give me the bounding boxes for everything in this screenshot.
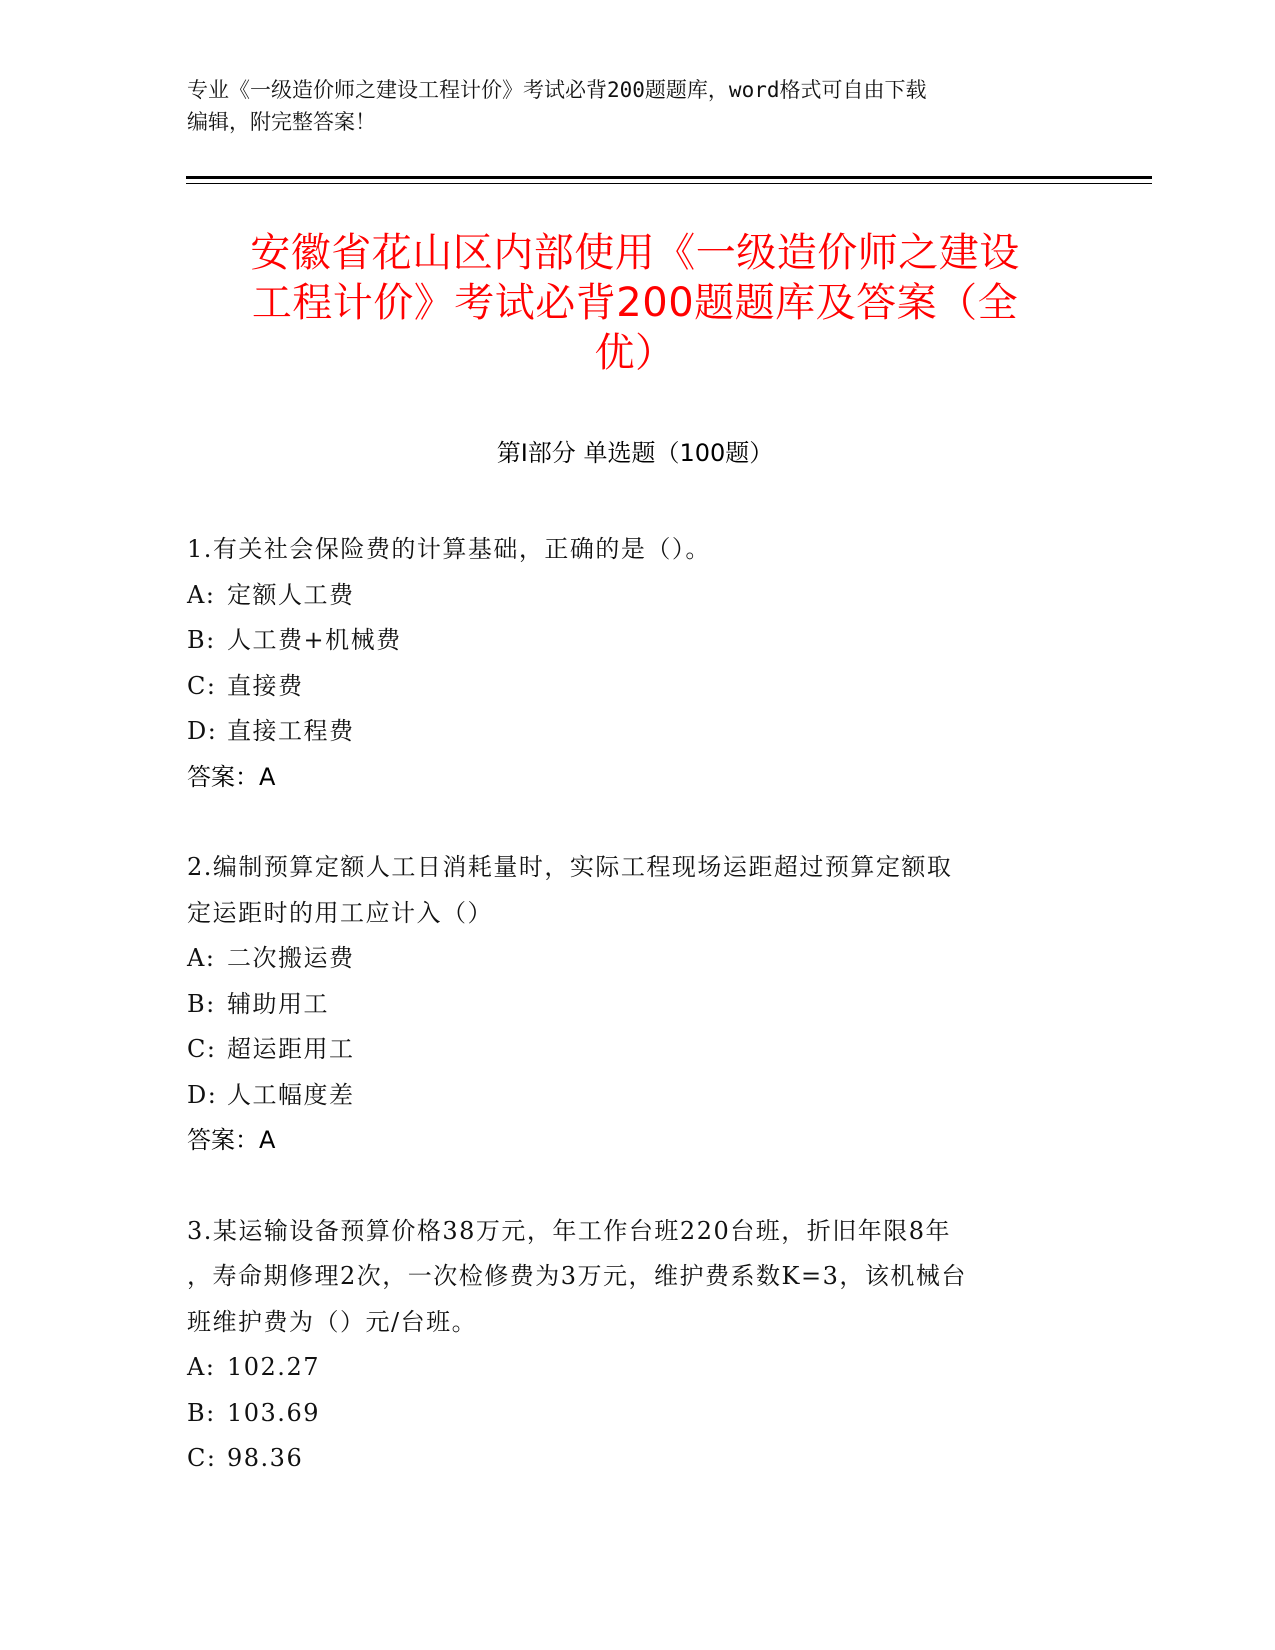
option-text: 二次搬运费 bbox=[227, 944, 355, 972]
header-divider-thin bbox=[186, 183, 1152, 184]
option-letter: B: bbox=[187, 1398, 216, 1427]
question-2 bbox=[187, 845, 1087, 1164]
option-b bbox=[187, 1391, 1087, 1437]
option-c bbox=[187, 1436, 1087, 1482]
header-divider-thick bbox=[186, 176, 1152, 179]
option-letter: A: bbox=[187, 580, 216, 609]
section-heading: 第Ⅰ部分 单选题（100题） bbox=[496, 439, 774, 467]
option-a bbox=[187, 573, 1087, 619]
question-stem-line-3: 班维护费为（）元/台班。 bbox=[187, 1307, 478, 1336]
option-text: 103.69 bbox=[227, 1398, 320, 1427]
option-letter: C: bbox=[187, 1035, 217, 1063]
option-letter: C: bbox=[187, 671, 217, 700]
answer: 答案：A bbox=[187, 762, 276, 791]
option-b bbox=[187, 982, 1087, 1028]
answer: 答案：A bbox=[187, 1126, 276, 1154]
option-letter: C: bbox=[187, 1444, 217, 1472]
question-stem-line-2: 定运距时的用工应计入（） bbox=[187, 898, 493, 927]
option-text: 超运距用工 bbox=[227, 1035, 355, 1063]
option-letter: A: bbox=[187, 1353, 216, 1381]
title-line-2: 工程计价》考试必背200题题库及答案（全 bbox=[251, 280, 1019, 326]
header-note-line-2: 编辑，附完整答案！ bbox=[187, 110, 376, 134]
option-a bbox=[187, 1345, 1087, 1391]
option-letter: A: bbox=[187, 944, 216, 972]
option-d bbox=[187, 1073, 1087, 1119]
option-letter: D: bbox=[187, 717, 218, 745]
question-stem-line-2: ，寿命期修理2次，一次检修费为3万元，维护费系数K=3，该机械台 bbox=[187, 1262, 967, 1290]
option-letter: B: bbox=[187, 989, 216, 1018]
option-text: 直接工程费 bbox=[227, 717, 355, 745]
question-stem-line-1: 2.编制预算定额人工日消耗量时，实际工程现场运距超过预算定额取 bbox=[187, 853, 953, 881]
header-note-line-1: 专业《一级造价师之建设工程计价》考试必背200题题库，word格式可自由下载 bbox=[187, 78, 927, 102]
question-3 bbox=[187, 1209, 1087, 1482]
option-text: 人工幅度差 bbox=[227, 1080, 355, 1109]
option-d bbox=[187, 709, 1087, 755]
option-letter: B: bbox=[187, 626, 216, 654]
option-c bbox=[187, 1027, 1087, 1073]
option-a bbox=[187, 936, 1087, 982]
option-c bbox=[187, 664, 1087, 710]
option-text: 定额人工费 bbox=[227, 580, 355, 609]
title-line-3: 优） bbox=[594, 330, 676, 376]
document-title bbox=[180, 228, 1090, 378]
question-1 bbox=[187, 527, 1087, 800]
option-text: 辅助用工 bbox=[227, 989, 329, 1018]
option-text: 102.27 bbox=[227, 1353, 320, 1381]
question-stem-line-1: 3.某运输设备预算价格38万元，年工作台班220台班，折旧年限8年 bbox=[187, 1216, 952, 1245]
question-list bbox=[187, 527, 1087, 1527]
option-letter: D: bbox=[187, 1080, 218, 1109]
option-text: 98.36 bbox=[227, 1444, 304, 1472]
question-stem: 1.有关社会保险费的计算基础，正确的是（）。 bbox=[187, 535, 711, 563]
title-line-1: 安徽省花山区内部使用《一级造价师之建设 bbox=[250, 230, 1020, 276]
option-text: 直接费 bbox=[227, 671, 304, 700]
option-text: 人工费+机械费 bbox=[227, 626, 402, 654]
option-b bbox=[187, 618, 1087, 664]
header-note bbox=[187, 74, 1087, 138]
